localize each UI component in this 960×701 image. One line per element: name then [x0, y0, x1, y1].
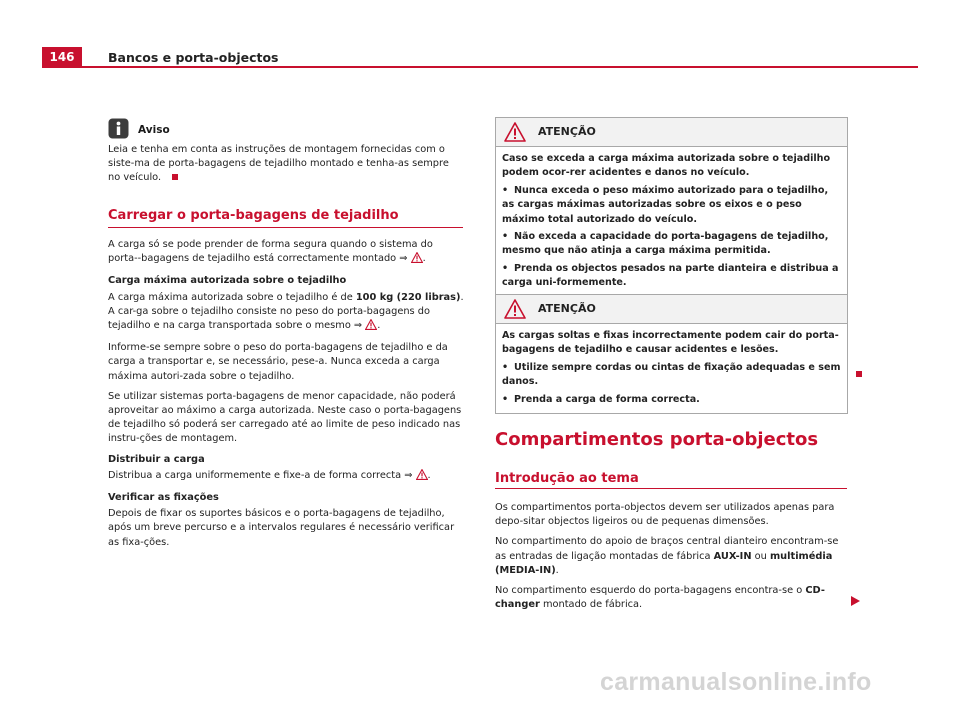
warning-bullet: • Nunca exceda o peso máximo autorizado para o tejadilho, as cargas máximas autorizadas sobre os eixos e o peso máximo total autorizado do veículo.: [502, 184, 829, 225]
warning-title: ATENÇÃO: [538, 302, 596, 315]
continue-arrow-icon: [851, 591, 860, 610]
warning-box-2: [495, 294, 848, 414]
section1-body: [108, 238, 464, 556]
header-rule: [42, 66, 918, 68]
subheading: Carga máxima autorizada sobre o tejadilho: [108, 275, 347, 287]
section-heading-intro: Introdução ao tema: [495, 471, 639, 486]
watermark: carmanualsonline.info: [600, 668, 872, 696]
warning-title: ATENÇÃO: [538, 125, 596, 138]
warning-triangle-icon: [504, 122, 526, 146]
warning-triangle-icon: [416, 469, 428, 485]
end-square-icon: [172, 174, 178, 180]
paragraph: A carga máxima autorizada sobre o tejadilho é de 100 kg (220 libras). A car-ga sobre o tejadilho consiste no peso do porta-bagagens do tejadilho e na carga transportada sobre o mesmo ⇒ .: [108, 291, 464, 336]
section-heading-roof-rack: Carregar o porta-bagagens de tejadilho: [108, 208, 399, 223]
subheading: Distribuir a carga: [108, 453, 205, 465]
warning-intro: Caso se exceda a carga máxima autorizada sobre o tejadilho podem ocor-rer acidentes e danos no veículo.: [502, 153, 831, 179]
paragraph: Depois de fixar os suportes básicos e o porta-bagagens de tejadilho, após um breve percurso e a intervalos regulares é necessário verificar as fixa-ções.: [108, 508, 455, 548]
info-icon: [108, 118, 129, 143]
section-heading-rule: [108, 227, 463, 228]
paragraph: No compartimento esquerdo do porta-bagagens encontra-se o CD-changer montado de fábrica.: [495, 585, 825, 611]
warning-bullet: • Não exceda a capacidade do porta-bagagens de tejadilho, mesmo que não atinja a carga máxima permitida.: [502, 231, 829, 257]
paragraph: No compartimento do apoio de braços central dianteiro encontram-se as entradas de ligação montadas de fábrica AUX-IN ou multimédia (MEDIA-IN).: [495, 536, 839, 576]
warning-bullet: • Utilize sempre cordas ou cintas de fixação adequadas e sem danos.: [502, 361, 841, 388]
warning-triangle-icon: [504, 299, 526, 323]
section2-body: [495, 501, 847, 618]
chapter-heading-storage: Compartimentos porta-objectos: [495, 429, 819, 450]
note-block: [108, 118, 463, 186]
paragraph: Os compartimentos porta-objectos devem ser utilizados apenas para depo-sitar objectos ligeiros ou de pequenas dimensões.: [495, 502, 835, 528]
page-title: Bancos e porta-objectos: [108, 50, 279, 65]
warning-bullet: • Prenda a carga de forma correcta.: [502, 393, 700, 405]
note-text: Leia e tenha em conta as instruções de montagem fornecidas com o siste-ma de porta-bagagens de tejadilho montado e tenha-as sempre no veículo.: [108, 144, 449, 184]
end-square-icon: [856, 371, 862, 377]
warning-triangle-icon: [411, 252, 423, 268]
warning-bullet: • Prenda os objectos pesados na parte dianteira e distribua a carga uni-formemente.: [502, 262, 839, 289]
paragraph: Distribua a carga uniformemente e fixe-a de forma correcta ⇒ .: [108, 469, 464, 485]
paragraph: Informe-se sempre sobre o peso do porta-bagagens de tejadilho e da carga a transportar e, se necessário, pese-a. Nunca exceda a carga máxima autori-zada sobre o tejadilho.: [108, 342, 448, 382]
warning-triangle-icon: [365, 319, 377, 335]
page-number: 146: [42, 47, 82, 67]
subheading: Verificar as fixações: [108, 492, 219, 504]
paragraph: Se utilizar sistemas porta-bagagens de menor capacidade, não poderá aproveitar ao máximo a carga autorizada. Neste caso o porta-bagagens de tejadilho só poderá ser carregado até ao limite de peso indicado nas instru-ções de montagem.: [108, 390, 462, 445]
warning-box-1: [495, 117, 848, 298]
warning-intro: As cargas soltas e fixas incorrectamente podem cair do porta-bagagens de tejadilho e causar acidentes e lesões.: [502, 330, 839, 356]
warning-header: [496, 295, 847, 324]
warning-header: [496, 118, 847, 147]
paragraph: A carga só se pode prender de forma segura quando o sistema do porta--bagagens de tejadilho está correctamente montado ⇒ .: [108, 238, 464, 268]
section-heading-rule: [495, 488, 847, 489]
note-heading: Aviso: [138, 124, 170, 136]
